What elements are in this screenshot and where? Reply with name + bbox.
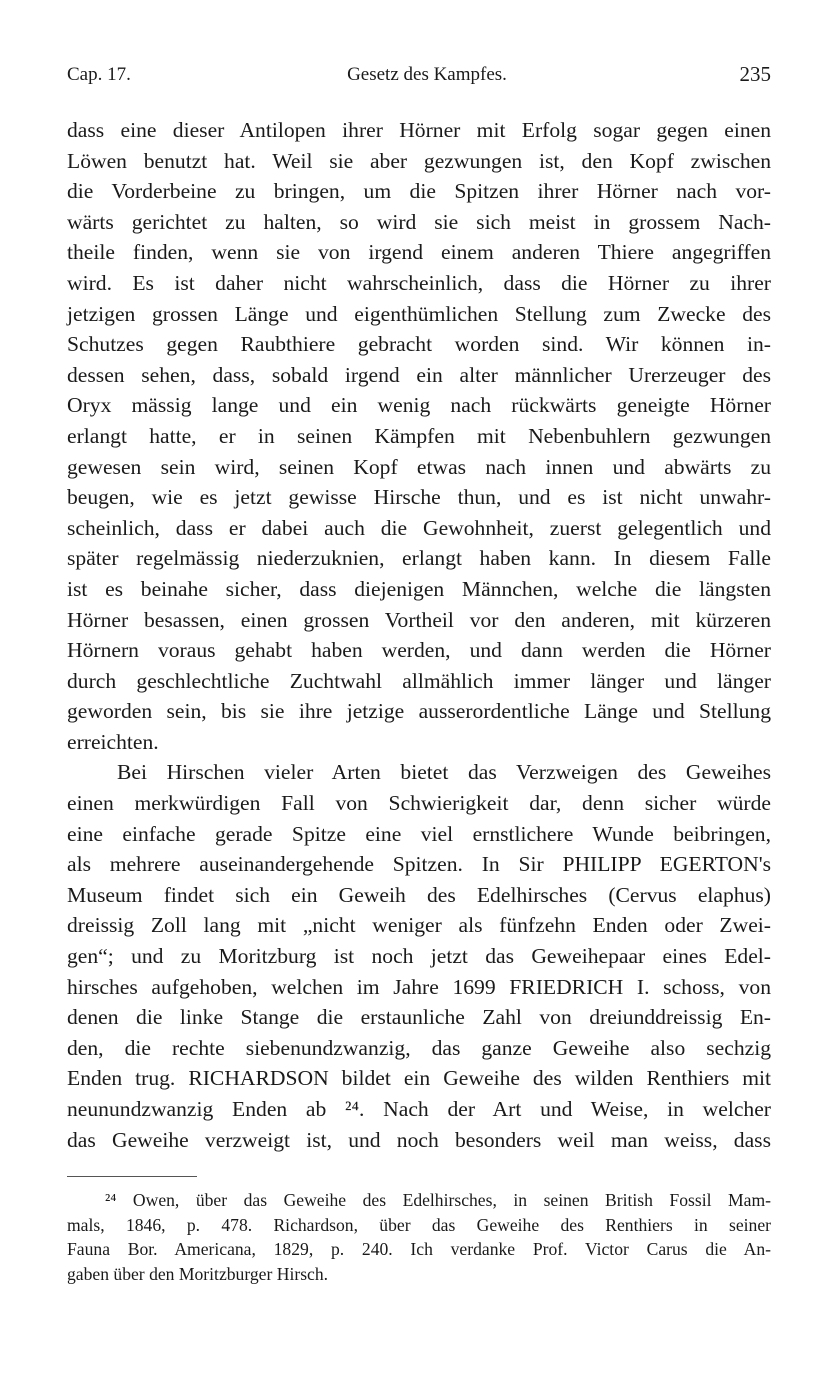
body-line: theile finden, wenn sie von irgend einem anderen Thiere angegriffen bbox=[67, 240, 771, 265]
body-line: hirsches aufgehoben, welchen im Jahre 1699 FRIEDRICH I. schoss, von bbox=[67, 974, 771, 999]
body-line: das Geweihe verzweigt ist, und noch besonders weil man weiss, dass bbox=[67, 1127, 771, 1152]
body-line: erreichten. bbox=[67, 729, 159, 754]
body-line: die Vorderbeine zu bringen, um die Spitzen ihrer Hörner nach vor- bbox=[67, 179, 771, 204]
body-line: eine einfache gerade Spitze eine viel ernstlichere Wunde beibringen, bbox=[67, 821, 771, 846]
footnote-line: gaben über den Moritzburger Hirsch. bbox=[67, 1263, 329, 1284]
body-line: erlangt hatte, er in seinen Kämpfen mit Nebenbuhlern gezwungen bbox=[67, 423, 771, 448]
body-line: scheinlich, dass er dabei auch die Gewohnheit, zuerst gelegentlich und bbox=[67, 515, 771, 540]
page-number: 235 bbox=[739, 62, 771, 86]
body-line: Museum findet sich ein Geweih des Edelhirsches (Cervus elaphus) bbox=[67, 882, 771, 907]
footnote-line: mals, 1846, p. 478. Richardson, über das Geweihe des Renthiers in seiner bbox=[67, 1214, 771, 1235]
body-line: Bei Hirschen vieler Arten bietet das Verzweigen des Geweihes bbox=[117, 760, 771, 785]
body-line: ist es beinahe sicher, dass diejenigen Männchen, welche die längsten bbox=[67, 576, 771, 601]
body-line: jetzigen grossen Länge und eigenthümlichen Stellung zum Zwecke des bbox=[67, 301, 771, 326]
body-line: wärts gerichtet zu halten, so wird sie sich meist in grossem Nach- bbox=[67, 209, 771, 234]
body-line: als mehrere auseinandergehende Spitzen. In Sir PHILIPP EGERTON's bbox=[67, 852, 771, 877]
body-line: den, die rechte siebenundzwanzig, das ganze Geweihe also sechzig bbox=[67, 1035, 771, 1060]
body-line: Hörnern voraus gehabt haben werden, und dann werden die Hörner bbox=[67, 638, 771, 663]
chapter-label: Cap. 17. bbox=[67, 64, 131, 85]
body-line: später regelmässig niederzuknien, erlangt haben kann. In diesem Falle bbox=[67, 546, 771, 571]
body-line: denen die linke Stange die erstaunliche Zahl von dreiunddreissig En- bbox=[67, 1005, 771, 1030]
footnotes bbox=[67, 1188, 771, 1286]
footnote-rule bbox=[67, 1176, 197, 1177]
body-line: Löwen benutzt hat. Weil sie aber gezwungen ist, den Kopf zwischen bbox=[67, 148, 771, 173]
body-line: neunundzwanzig Enden ab ²⁴. Nach der Art und Weise, in welcher bbox=[67, 1097, 771, 1121]
body-line: beugen, wie es jetzt gewisse Hirsche thun, und es ist nicht unwahr- bbox=[67, 485, 771, 510]
running-title: Gesetz des Kampfes. bbox=[347, 64, 507, 85]
running-header bbox=[67, 64, 771, 90]
body-line: dreissig Zoll lang mit „nicht weniger als fünfzehn Enden oder Zwei- bbox=[67, 913, 771, 938]
body-line: einen merkwürdigen Fall von Schwierigkeit dar, denn sicher würde bbox=[67, 791, 771, 816]
body-line: durch geschlechtliche Zuchtwahl allmählich immer länger und länger bbox=[67, 668, 771, 693]
body-line: wird. Es ist daher nicht wahrscheinlich, dass die Hörner zu ihrer bbox=[67, 270, 771, 295]
body-line: dessen sehen, dass, sobald irgend ein alter männlicher Urerzeuger des bbox=[67, 362, 771, 387]
body-line: Hörner besassen, einen grossen Vortheil vor den anderen, mit kürzeren bbox=[67, 607, 771, 632]
body-line: gewesen sein wird, seinen Kopf etwas nach innen und abwärts zu bbox=[67, 454, 771, 479]
body-line: Oryx mässig lange und ein wenig nach rückwärts geneigte Hörner bbox=[67, 393, 771, 418]
body-line: gen“; und zu Moritzburg ist noch jetzt das Geweihepaar eines Edel- bbox=[67, 944, 771, 969]
body-line: Enden trug. RICHARDSON bildet ein Geweihe des wilden Renthiers mit bbox=[67, 1066, 771, 1091]
body-line: dass eine dieser Antilopen ihrer Hörner mit Erfolg sogar gegen einen bbox=[67, 118, 771, 142]
body-text bbox=[67, 115, 771, 1155]
footnote-line: Fauna Bor. Americana, 1829, p. 240. Ich verdanke Prof. Victor Carus die An- bbox=[67, 1239, 771, 1259]
body-line: Schutzes gegen Raubthiere gebracht worden sind. Wir können in- bbox=[67, 332, 771, 357]
footnote-line: ²⁴ Owen, über das Geweihe des Edelhirsches, in seinen British Fossil Mam- bbox=[105, 1190, 771, 1210]
body-line: geworden sein, bis sie ihre jetzige ausserordentliche Länge und Stellung bbox=[67, 699, 771, 724]
